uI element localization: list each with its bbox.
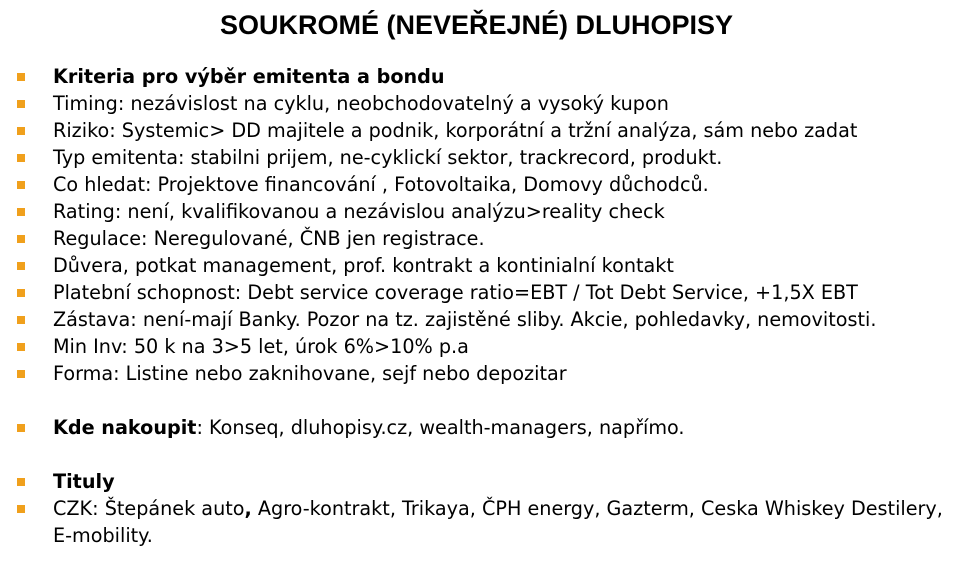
bullet-item-forma — [14, 360, 949, 387]
bullet-square-icon — [17, 316, 25, 324]
bullet-item-regulace — [14, 225, 949, 252]
bullet-item-criteria — [14, 63, 949, 90]
slide-title: SOUKROMÉ (NEVEŘEJNÉ) DLUHOPISY — [219, 10, 734, 40]
bullet-text: Riziko: Systemic> DD majitele a podnik, korporátní a tržní analýza, sám nebo zadat — [53, 119, 858, 142]
bullet-text: : Konseq, dluhopisy.cz, wealth-managers, napřímo. — [196, 416, 685, 439]
bullet-item-timing — [14, 90, 949, 117]
bullet-text: Platební schopnost: Debt service coverage ratio=EBT / Tot Debt Service, +1,5X EBT — [53, 281, 858, 304]
bullet-spacer — [14, 387, 949, 414]
bullet-square-icon — [17, 154, 25, 162]
bullet-item-co-hledat — [14, 171, 949, 198]
bullet-square-icon — [17, 289, 25, 297]
bullet-text: CZK: Štepánek auto — [53, 497, 245, 520]
bullet-square-icon — [17, 370, 25, 378]
bullet-text-bold: Tituly — [53, 470, 115, 493]
bullet-text-bold: , — [244, 497, 252, 520]
bullet-item-zastava — [14, 306, 949, 333]
bullet-spacer — [14, 441, 949, 468]
bullet-text: Důvera, potkat management, prof. kontrakt a kontinialní kontakt — [53, 254, 674, 277]
bullet-square-icon — [17, 127, 25, 135]
bullet-item-platebni-schopnost — [14, 279, 949, 306]
bullet-list — [14, 63, 949, 549]
bullet-item-czk — [14, 495, 949, 549]
bullet-square-icon — [17, 100, 25, 108]
bullet-text: Typ emitenta: stabilni prijem, ne-cyklickí sektor, trackrecord, produkt. — [53, 146, 723, 169]
bullet-text: Zástava: není-mají Banky. Pozor na tz. zajistěné sliby. Akcie, pohledavky, nemovitosti. — [53, 308, 877, 331]
bullet-item-tituly — [14, 468, 949, 495]
bullet-square-icon — [17, 262, 25, 270]
bullet-text: Agro-kontrakt, Trikaya, ČPH energy, Gazterm, Ceska Whiskey Destilery, E-mobility. — [53, 497, 943, 547]
bullet-text: Regulace: Neregulované, ČNB jen registrace. — [53, 227, 485, 250]
bullet-text-bold: Kde nakoupit — [53, 416, 197, 439]
bullet-square-icon — [17, 478, 25, 486]
bullet-text: Rating: není, kvalifikovanou a nezávislou analýzu>reality check — [53, 200, 665, 223]
bullet-item-min-inv — [14, 333, 949, 360]
bullet-square-icon — [17, 424, 25, 432]
bullet-text-bold: Kriteria pro výběr emitenta a bondu — [53, 65, 445, 88]
bullet-square-icon — [17, 73, 25, 81]
bullet-item-kde-nakoupit — [14, 414, 949, 441]
bullet-item-typ-emitenta — [14, 144, 949, 171]
bullet-text: Min Inv: 50 k na 3>5 let, úrok 6%>10% p.a — [53, 335, 469, 358]
bullet-text: Timing: nezávislost na cyklu, neobchodovatelný a vysoký kupon — [53, 92, 669, 115]
bullet-square-icon — [17, 343, 25, 351]
bullet-square-icon — [17, 505, 25, 513]
bullet-item-duvera — [14, 252, 949, 279]
bullet-item-rating — [14, 198, 949, 225]
bullet-square-icon — [17, 181, 25, 189]
bullet-text: Co hledat: Projektove financování , Fotovoltaika, Domovy důchodců. — [53, 173, 709, 196]
bullet-square-icon — [17, 208, 25, 216]
bullet-item-riziko — [14, 117, 949, 144]
bullet-text: Forma: Listine nebo zaknihovane, sejf nebo depozitar — [53, 362, 567, 385]
bullet-square-icon — [17, 235, 25, 243]
